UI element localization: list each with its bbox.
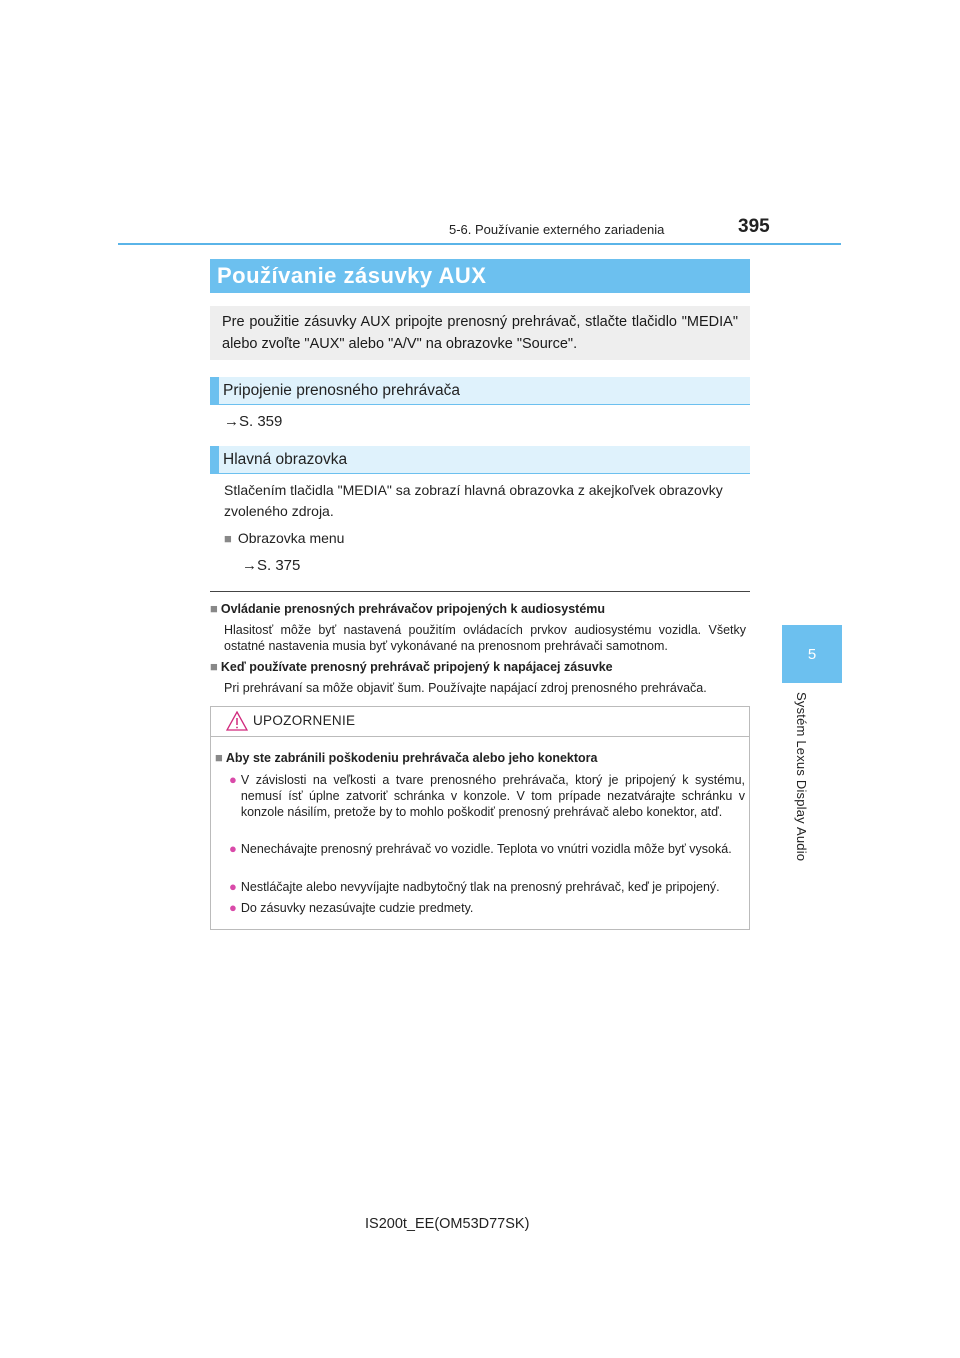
menu-page-ref[interactable]: →S. 375	[242, 557, 301, 574]
note-text: Pri prehrávaní sa môže objaviť šum. Používajte napájací zdroj prenosného prehrávača.	[224, 681, 707, 695]
menu-label: Obrazovka menu	[237, 530, 345, 546]
section-heading-connect: Pripojenie prenosného prehrávača	[210, 377, 750, 405]
main-screen-text: Stlačením tlačidla "MEDIA" sa zobrazí hlavná obrazovka z akejkoľvek obrazovky zvoleného zdroja.	[224, 482, 723, 519]
warning-box	[210, 706, 750, 930]
round-bullet-icon: ●	[229, 772, 237, 787]
header-divider	[118, 243, 841, 245]
round-bullet-icon: ●	[229, 879, 237, 894]
warning-label: UPOZORNENIE	[253, 713, 356, 728]
warning-item: ● V závislosti na veľkosti a tvare prenosného prehrávača, ktorý je pripojený k systému, nemusí ísť úplne zatvoriť schránka v konzole. V tom prípade nezatvárajte schránku v konzole násilím, pretože by to mohlo poškodiť prenosný prehrávač alebo konektor, atď.	[229, 772, 745, 819]
warning-triangle-icon	[226, 711, 248, 731]
connect-page-ref[interactable]: →S. 359	[224, 413, 283, 430]
intro-text: Pre použitie zásuvky AUX pripojte prenosný prehrávač, stlačte tlačidlo "MEDIA" alebo zvoľte "AUX" alebo "A/V" na obrazovke "Source".	[210, 306, 750, 360]
note-heading: ■ Keď používate prenosný prehrávač pripojený k napájacej zásuvke	[210, 659, 613, 674]
square-bullet-icon: ■	[210, 601, 218, 616]
warning-item: ● Do zásuvky nezasúvajte cudzie predmety.	[229, 900, 474, 915]
warning-heading: ■ Aby ste zabránili poškodeniu prehrávača alebo jeho konektora	[215, 750, 598, 765]
round-bullet-icon: ●	[229, 841, 237, 856]
page-number: 395	[738, 216, 770, 237]
warning-header	[211, 707, 749, 737]
warning-item: ● Nenechávajte prenosný prehrávač vo vozidle. Teplota vo vnútri vozidla môže byť vysoká.	[229, 841, 732, 856]
note-text: Hlasitosť môže byť nastavená použitím ovládacích prvkov audiosystému vozidla. Všetky ostatné nastavenia musia byť vykonávané na prenosnom prehrávači samotnom.	[224, 623, 746, 653]
page-title: Používanie zásuvky AUX	[210, 259, 750, 293]
chapter-tab: 5	[782, 625, 842, 683]
document-code: IS200t_EE(OM53D77SK)	[365, 1216, 530, 1232]
square-bullet-icon: ■	[210, 659, 218, 674]
chapter-label: Systém Lexus Display Audio	[794, 692, 809, 862]
section-divider	[210, 591, 750, 592]
warning-item: ● Nestláčajte alebo nevyvíjajte nadbytočný tlak na prenosný prehrávač, keď je pripojený.	[229, 879, 720, 894]
section-heading-main-screen: Hlavná obrazovka	[210, 446, 750, 474]
menu-item	[224, 528, 344, 549]
round-bullet-icon: ●	[229, 900, 237, 915]
square-bullet-icon: ■	[224, 531, 232, 546]
square-bullet-icon: ■	[215, 750, 223, 765]
note-heading: ■ Ovládanie prenosných prehrávačov pripojených k audiosystému	[210, 601, 606, 616]
header-section-title: 5-6. Používanie externého zariadenia	[449, 222, 665, 237]
